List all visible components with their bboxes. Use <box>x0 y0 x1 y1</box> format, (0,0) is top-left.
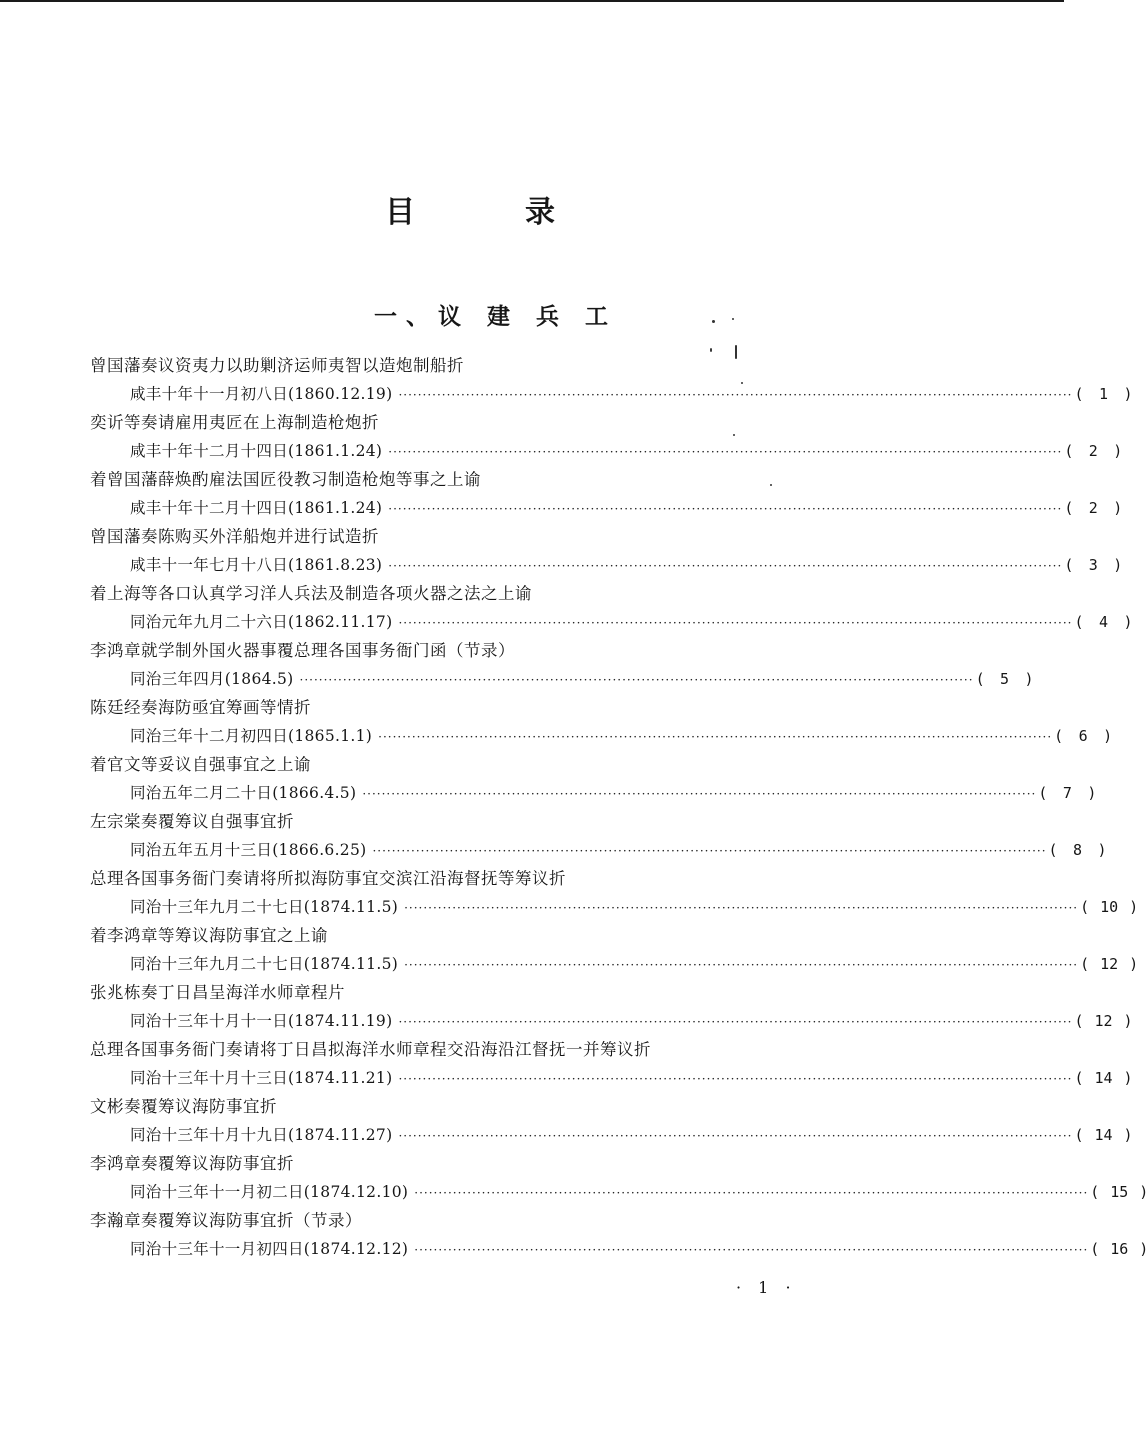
entry-page-ref: ( 6 ) <box>1054 727 1113 745</box>
dot-leader: ············································································································································ <box>404 901 1079 915</box>
entry-title: 张兆栋奏丁日昌呈海洋水师章程片 <box>90 983 345 1002</box>
page-title-char-2: 录 <box>525 195 555 230</box>
scan-speck <box>732 318 734 320</box>
entry-page-ref: ( 14 ) <box>1074 1069 1133 1087</box>
dot-leader: ············································································································································ <box>414 1186 1089 1200</box>
entry-line <box>130 497 1123 520</box>
entry-date: 同治三年四月(1864.5) <box>130 670 294 688</box>
entry-title: 李鸿章奏覆筹议海防事宜折 <box>90 1154 294 1173</box>
entry-page-ref: ( 12 ) <box>1080 955 1139 973</box>
entry-page: 12 <box>1100 955 1119 973</box>
entry-line <box>130 1067 1133 1090</box>
entry-line <box>130 782 1097 805</box>
entry-title: 着曾国藩薛焕酌雇法国匠役教习制造枪炮等事之上谕 <box>90 470 481 489</box>
entry-page: 1 <box>1098 385 1108 403</box>
entry-title: 总理各国事务衙门奏请将所拟海防事宜交滨江沿海督抚等筹议折 <box>90 869 566 888</box>
dot-leader: ············································································································································ <box>404 958 1079 972</box>
dot-leader: ············································································································································ <box>299 673 974 687</box>
dot-leader: ············································································································································ <box>362 787 1037 801</box>
entry-page-ref: ( 1 ) <box>1074 385 1133 403</box>
entry-line <box>130 383 1133 406</box>
entry-line <box>130 1124 1133 1147</box>
entry-page-ref: ( 4 ) <box>1074 613 1133 631</box>
entry-date: 同治十三年十月十三日(1874.11.21) <box>130 1069 393 1087</box>
entry-line <box>130 896 1139 919</box>
entry-page: 7 <box>1062 784 1072 802</box>
entry-page-ref: ( 12 ) <box>1074 1012 1133 1030</box>
page-title-char-1: 目 <box>385 195 415 230</box>
entry-date: 咸丰十年十二月十四日(1861.1.24) <box>130 442 383 460</box>
entry-page-ref: ( 8 ) <box>1048 841 1107 859</box>
entry-title: 陈廷经奏海防亟宜筹画等情折 <box>90 698 311 717</box>
section-title: 一、议 建 兵 工 <box>374 303 618 330</box>
dot-leader: ············································································································································ <box>378 730 1053 744</box>
entry-line <box>130 668 1034 691</box>
scan-speck <box>770 484 772 486</box>
dot-leader: ············································································································································ <box>398 388 1073 402</box>
entry-page: 6 <box>1078 727 1088 745</box>
entry-date: 同治十三年十一月初二日(1874.12.10) <box>130 1183 409 1201</box>
entry-title: 文彬奏覆筹议海防事宜折 <box>90 1097 277 1116</box>
top-rule <box>0 0 1064 2</box>
entry-page-ref: ( 14 ) <box>1074 1126 1133 1144</box>
entry-page: 2 <box>1088 442 1098 460</box>
entry-line <box>130 1010 1133 1033</box>
dot-leader: ············································································································································ <box>398 616 1073 630</box>
scan-speck <box>710 348 712 352</box>
scan-speck <box>712 320 715 323</box>
entry-date: 同治五年五月十三日(1866.6.25) <box>130 841 367 859</box>
entry-title: 左宗棠奏覆筹议自强事宜折 <box>90 812 294 831</box>
entry-title: 奕䜣等奏请雇用夷匠在上海制造枪炮折 <box>90 413 379 432</box>
entry-page: 10 <box>1100 898 1119 916</box>
scan-speck <box>741 382 743 384</box>
entry-line <box>130 554 1123 577</box>
dot-leader: ············································································································································ <box>388 445 1063 459</box>
entry-line <box>130 725 1113 748</box>
entry-title: 着官文等妥议自强事宜之上谕 <box>90 755 311 774</box>
entry-page: 14 <box>1094 1126 1113 1144</box>
entry-page: 4 <box>1098 613 1108 631</box>
entry-title: 着李鸿章等筹议海防事宜之上谕 <box>90 926 328 945</box>
entry-line <box>130 839 1107 862</box>
entry-date: 同治十三年十月十一日(1874.11.19) <box>130 1012 393 1030</box>
page-number: · 1 · <box>736 1278 797 1297</box>
entry-date: 同治十三年十一月初四日(1874.12.12) <box>130 1240 409 1258</box>
entry-date: 同治五年二月二十日(1866.4.5) <box>130 784 357 802</box>
entry-page: 15 <box>1110 1183 1129 1201</box>
entry-page: 5 <box>1000 670 1010 688</box>
entry-title: 总理各国事务衙门奏请将丁日昌拟海洋水师章程交沿海沿江督抚一并筹议折 <box>90 1040 651 1059</box>
entry-page-ref: ( 16 ) <box>1090 1240 1148 1258</box>
entry-date: 咸丰十年十二月十四日(1861.1.24) <box>130 499 383 517</box>
entry-date: 咸丰十一年七月十八日(1861.8.23) <box>130 556 383 574</box>
entry-date: 同治十三年十月十九日(1874.11.27) <box>130 1126 393 1144</box>
entry-line <box>130 611 1133 634</box>
entry-page-ref: ( 3 ) <box>1064 556 1123 574</box>
dot-leader: ············································································································································ <box>388 559 1063 573</box>
entry-page: 8 <box>1073 841 1083 859</box>
entry-page-ref: ( 5 ) <box>975 670 1034 688</box>
entry-page: 2 <box>1088 499 1098 517</box>
entry-page: 12 <box>1094 1012 1113 1030</box>
entry-date: 同治三年十二月初四日(1865.1.1) <box>130 727 373 745</box>
entry-line <box>130 953 1139 976</box>
entry-title: 曾国藩奏陈购买外洋船炮并进行试造折 <box>90 527 379 546</box>
entry-date: 同治十三年九月二十七日(1874.11.5) <box>130 898 399 916</box>
entry-line <box>130 440 1123 463</box>
entry-title: 着上海等各口认真学习洋人兵法及制造各项火器之法之上谕 <box>90 584 532 603</box>
entry-page: 16 <box>1110 1240 1129 1258</box>
scan-speck <box>735 345 737 359</box>
dot-leader: ············································································································································ <box>398 1072 1073 1086</box>
entry-page: 14 <box>1094 1069 1113 1087</box>
entry-line <box>130 1181 1148 1204</box>
dot-leader: ············································································································································ <box>398 1015 1073 1029</box>
entry-date: 咸丰十年十一月初八日(1860.12.19) <box>130 385 393 403</box>
entry-line <box>130 1238 1148 1261</box>
entry-page-ref: ( 15 ) <box>1090 1183 1148 1201</box>
dot-leader: ············································································································································ <box>388 502 1063 516</box>
dot-leader: ············································································································································ <box>372 844 1047 858</box>
entry-page: 3 <box>1088 556 1098 574</box>
dot-leader: ············································································································································ <box>398 1129 1073 1143</box>
entry-page-ref: ( 2 ) <box>1064 442 1123 460</box>
entry-title: 李鸿章就学制外国火器事覆总理各国事务衙门函（节录） <box>90 641 515 660</box>
entry-date: 同治十三年九月二十七日(1874.11.5) <box>130 955 399 973</box>
entry-title: 李瀚章奏覆筹议海防事宜折（节录） <box>90 1211 362 1230</box>
entry-page-ref: ( 2 ) <box>1064 499 1123 517</box>
entry-date: 同治元年九月二十六日(1862.11.17) <box>130 613 393 631</box>
entry-page-ref: ( 7 ) <box>1038 784 1097 802</box>
entry-title: 曾国藩奏议资夷力以助剿济运师夷智以造炮制船折 <box>90 356 464 375</box>
dot-leader: ············································································································································ <box>414 1243 1089 1257</box>
entry-page-ref: ( 10 ) <box>1080 898 1139 916</box>
scan-speck <box>733 434 735 436</box>
page-title <box>385 196 555 230</box>
